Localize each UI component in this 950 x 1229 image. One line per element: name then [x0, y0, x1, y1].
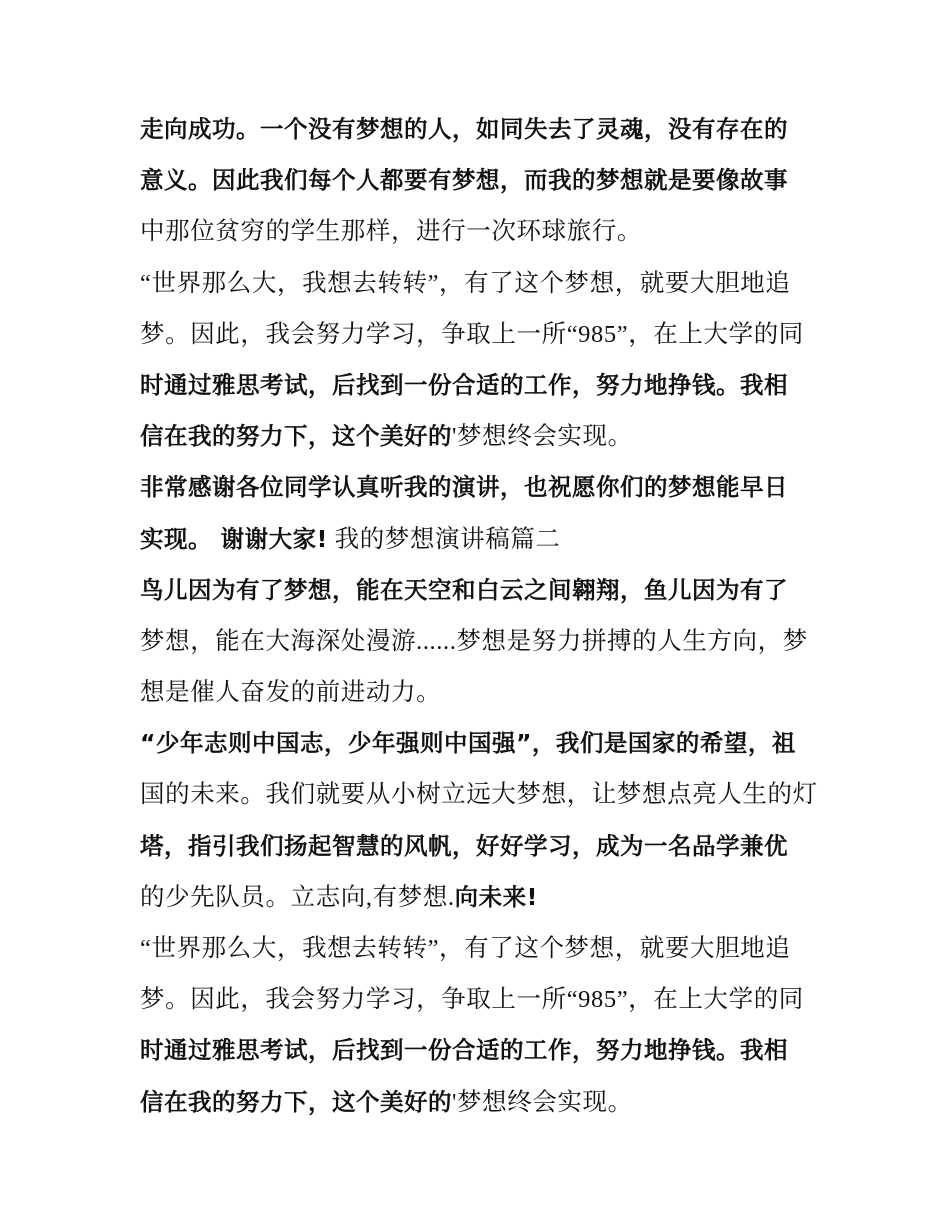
- text-segment: 梦。因此，我会努力学习，争取上一所“985”，在上大学的同: [140, 986, 804, 1014]
- text-segment: 的少先队员。立志向,有梦想.: [140, 883, 455, 911]
- text-line: [140, 360, 820, 411]
- text-segment: 梦。因此，我会努力学习，争取上一所“985”，在上大学的同: [140, 320, 804, 348]
- text-line: [140, 309, 820, 360]
- text-segment: 非常感谢各位同学认真听我的演讲，也祝愿你们的梦想能早日: [140, 473, 788, 502]
- text-line: [140, 104, 820, 155]
- text-line: [140, 411, 820, 462]
- text-segment: “世界那么大，我想去转转”，有了这个梦想，就要大胆地追: [140, 935, 791, 962]
- text-segment: 时通过雅思考试，后找到一份合适的工作，努力地挣钱。我相: [140, 370, 788, 399]
- text-line: [140, 769, 820, 820]
- text-segment: 鸟儿因为有了梦想，能在天空和白云之间翱翔，鱼儿因为有了: [140, 575, 788, 604]
- text-line: [140, 1025, 820, 1076]
- text-line: [140, 514, 820, 565]
- document-body: [140, 104, 820, 1128]
- text-line: [140, 565, 820, 616]
- text-segment: “少年志则中国志，少年强则中国强”，我们是国家的希望，祖: [140, 729, 796, 758]
- text-segment: 意义。因此我们每个人都要有梦想，而我的梦想就是要像故事: [140, 166, 788, 195]
- text-line: [140, 258, 820, 309]
- text-line: [140, 155, 820, 206]
- text-segment: '梦想终会实现。: [452, 423, 633, 451]
- text-segment: '梦想终会实现。: [452, 1088, 633, 1116]
- text-segment: 走向成功。一个没有梦想的人，如同失去了灵魂，没有存在的: [140, 115, 788, 143]
- text-segment: 时通过雅思考试，后找到一份合适的工作，努力地挣钱。我相: [140, 1036, 788, 1065]
- text-segment: “世界那么大，我想去转转”，有了这个梦想，就要大胆地追: [140, 269, 791, 297]
- text-segment: 塔，指引我们扬起智慧的风帆，好好学习，成为一名品学兼优: [140, 831, 788, 860]
- text-line: [140, 616, 820, 667]
- text-line: [140, 872, 820, 923]
- text-line: [140, 718, 820, 769]
- text-segment: 中那位贫穷的学生那样，进行一次环球旅行。: [140, 218, 642, 246]
- text-segment: 实现。 谢谢大家!: [140, 524, 328, 553]
- text-segment: 向未来!: [454, 882, 538, 911]
- text-segment: 梦想，能在大海深处漫游......梦想是努力拼搏的人生方向，梦: [140, 627, 808, 655]
- text-line: [140, 667, 820, 718]
- text-line: [140, 821, 820, 872]
- text-segment: 我的梦想演讲稿篇二: [327, 525, 561, 553]
- text-line: [140, 1077, 820, 1128]
- text-segment: 国的未来。我们就要从小树立远大梦想，让梦想点亮人生的灯: [140, 781, 818, 809]
- text-segment: 信在我的努力下，这个美好的: [140, 1087, 452, 1116]
- text-line: [140, 974, 820, 1025]
- text-line: [140, 923, 820, 974]
- text-line: [140, 206, 820, 257]
- text-segment: 想是催人奋发的前进动力。: [140, 679, 442, 707]
- text-segment: 信在我的努力下，这个美好的: [140, 422, 452, 451]
- text-line: [140, 462, 820, 513]
